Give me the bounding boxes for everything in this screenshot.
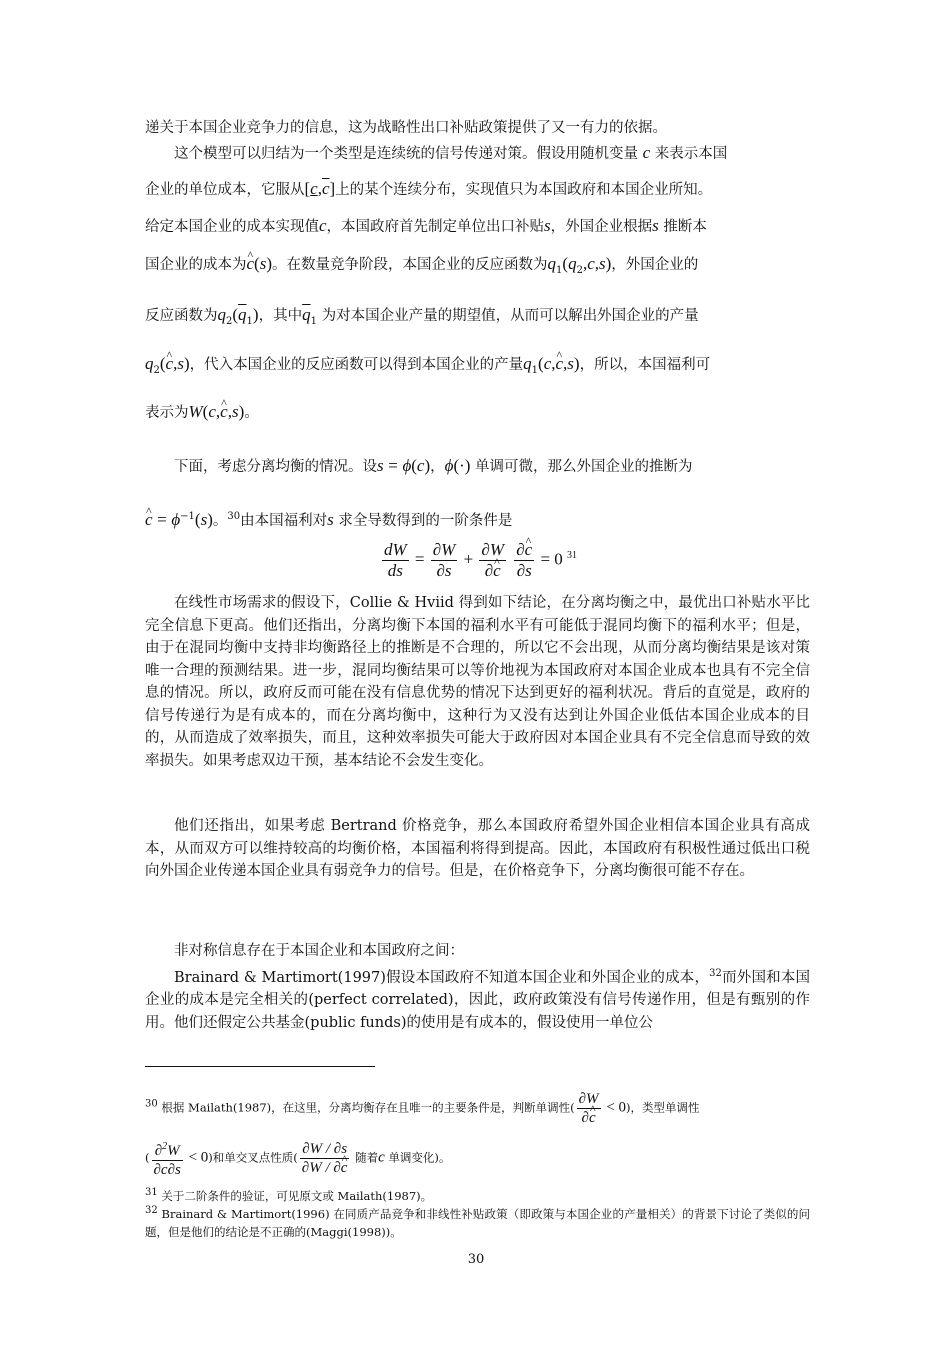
body-line-5: 国企业的成本为^ c(s)。在数量竞争阶段，本国企业的反应函数为$q_1(q_2,c,s)$，外国企业的 [145,253,810,282]
body-line-10: ^ $c = \phi^{-1}(s)$。$^{30}$由本国福利对s 求全导数得到的一阶条件是 [145,506,810,532]
paragraph-collie-hviid: 在线性市场需求的假设下，Collie & Hviid 得到如下结论，在分离均衡之中，最优出口补贴水平比完全信息下更高。他们还指出，分离均衡下本国的福利水平有可能低于混同均衡下的福利水平；但是，由于在混同均衡中支持非均衡路径上的推断是不合理的，所以它不会出现，从而分离均衡结果是该对策唯一合理的预测结果。进一步，混同均衡结果可以等价地视为本国政府对本国企业成本也具有不完全信息的情况。所以，政府反而可能在没有信息优势的情况下达到更好的福利状况。背后的直觉是，政府的信号传递行为是有成本的，而在分离均衡中，这种行为又没有达到让外国企业低估本国企业成本的目的，从而造成了效率损失，而且，这种效率损失可能大于政府因对本国企业具有不完全信息而导致的效率损失。如果考虑双边干预，基本结论不会发生变化。 [145,595,810,769]
body-line-7: $q_2(\^{}$ c,s)，代入本国企业的反应函数可以得到本国企业的产量$q_1(c,\^{}$ c,s)，所以，本国福利可 [145,353,810,382]
footnote-ref-30[interactable]: 30 [227,511,241,522]
paragraph-bertrand: 他们还指出，如果考虑 Bertrand 价格竞争，那么本国政府希望外国企业相信本国企业具有高成本，从而双方可以维持较高的均衡价格，本国福利将得到提高。因此，本国政府有积极性通过低出口税向外国企业传递本国企业具有弱竞争力的信号。但是，在价格竞争下，分离均衡很可能不存在。 [145,818,810,879]
body-line-8: 表示为W(c,^ c,s)。 [145,401,810,424]
paragraph-brainard-martimort: Brainard & Martimort(1997)假设本国政府不知道本国企业和外国企业的成本，$^{32}$而外国和本国企业的成本是完全相关的(perfect correlated)，因此，政府政策没有信号传递作用，但是有甄别的作用。他们还假定公共基金(public funds)的使用是有成本的，假设使用一单位公 [145,968,811,1031]
body-line-3: 企业的单位成本，它服从$[c,\overline{c}]$上的某个连续分布，实现值只为本国政府和本国企业所知。 [145,179,713,198]
footnote-divider [145,1066,375,1067]
first-order-condition-equation: $\frac{dW}{ds}$ = $\frac{\partial W}{\partial s}$ + $\frac{\partial W}{\partial\^{} c}$ $\frac{\partial\^{} c}{\partial s}$ = 0 $^{31}$ [380,540,577,581]
body-line-1: 递关于本国企业竞争力的信息，这为战略性出口补贴政策提供了又一有力的依据。 [145,120,667,136]
footnote-30-line-1: 30 根据 Mailath(1987)，在这里，分离均衡存在且唯一的主要条件是，判断单调性( $\frac{\partial W}{\partial\^{} c}$ < 0)，类型单调性 [145,1090,810,1127]
footnote-31: 31 关于二阶条件的验证，可见原文或 Mailath(1987)。 [145,1187,433,1203]
body-line-4: 给定本国企业的成本实现值c，本国政府首先制定单位出口补贴s，外国企业根据s 推断本 [145,216,707,235]
body-line-2: 这个模型可以归结为一个类型是连续统的信号传递对策。假设用随机变量 c 来表示本国 [174,143,728,162]
footnote-ref-31[interactable]: 31 [567,549,578,561]
page-number: 30 [467,1252,485,1267]
footnote-ref-32[interactable]: 32 [709,968,722,979]
body-line-9: 下面，考虑分离均衡的情况。设s = ϕ(c)，ϕ(·) 单调可微，那么外国企业的推断为 [174,456,693,475]
body-line-6: 反应函数为$q_2(\overline{q}_1)$，其中$\overline{q}_1$ 为对本国企业产量的期望值，从而可以解出外国企业的产量 [145,305,699,327]
paragraph-asymmetric-info: 非对称信息存在于本国企业和本国政府之间： [174,943,464,959]
footnote-32: 32 Brainard & Martimort(1996) 在同质产品竞争和非线性补贴政策（即政策与本国企业的产量相关）的背景下讨论了类似的问题，但是他们的结论是不正确的(Maggi(1998))。 [145,1205,811,1239]
footnote-30-line-2: ( $\frac{\partial^2W}{\partial c\partial s}$ < 0)和单交叉点性质( $\frac{\partial W / \partial s}{\partial W / \partial\^{} c}$ 随着c 单调变化)。 [145,1138,810,1179]
